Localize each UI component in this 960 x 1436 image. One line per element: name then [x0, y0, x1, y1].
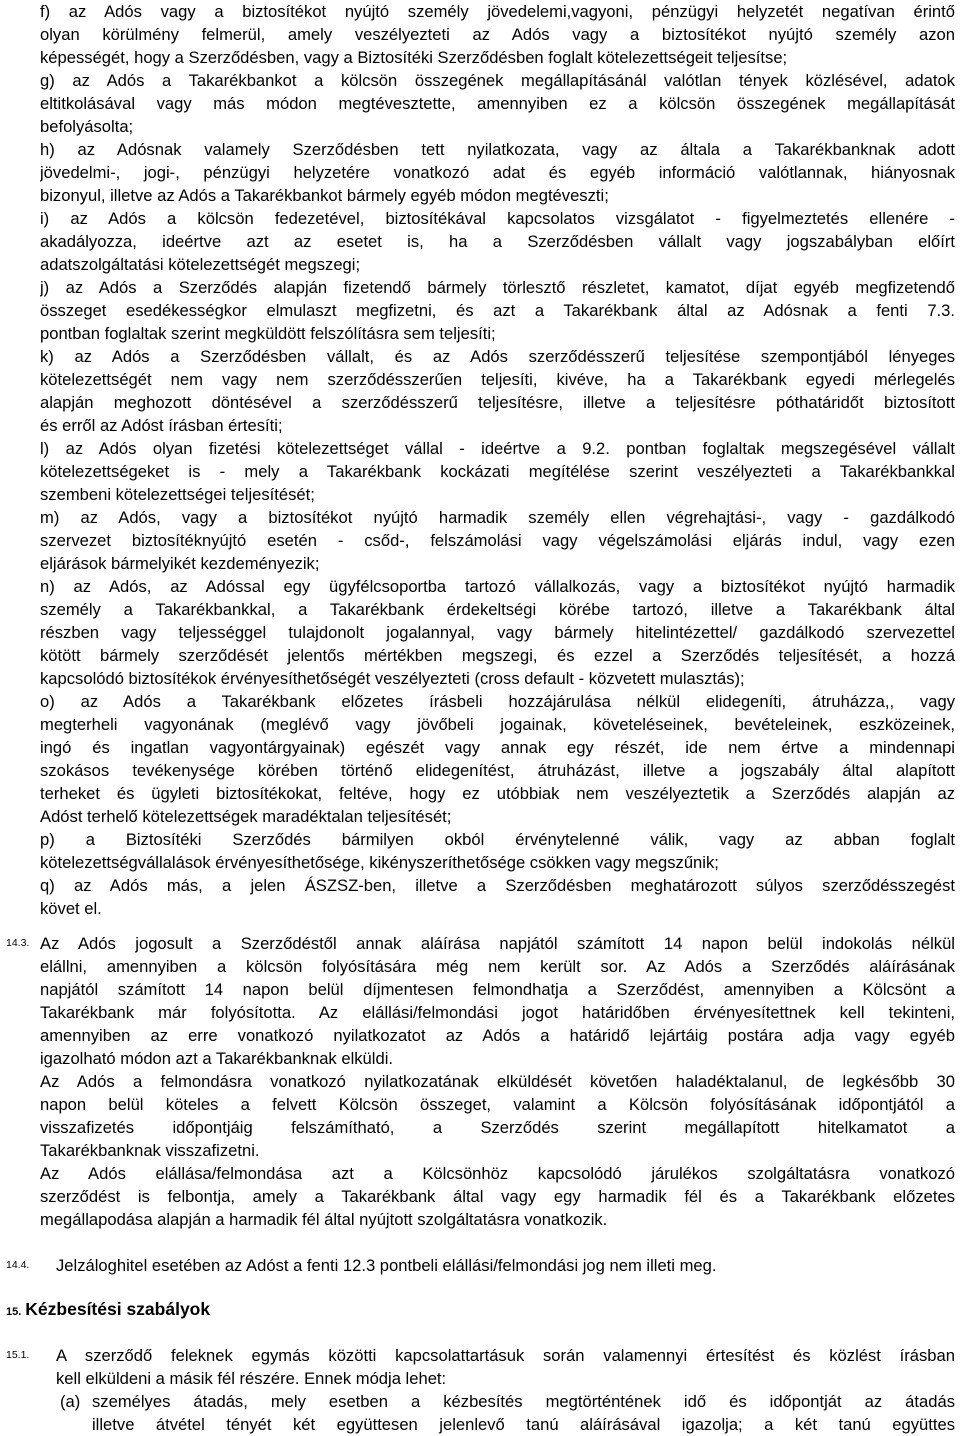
- text-line: ingó és ingatlan vagyontárgyainak) egészét vagy annak egy részét, ide nem értve a mindennapi: [40, 738, 955, 757]
- text-line: részben vagy teljességgel tulajdonolt jogalannyal, vagy bármely hitelintézettel/ gazdálkodó szervezettel: [40, 623, 955, 642]
- text-line: o) az Adós a Takarékbank előzetes írásbeli hozzájárulása nélkül elidegeníti, átruházza,, vagy: [40, 692, 955, 711]
- text-line: eltitkolásával vagy más módon megtévesztette, amennyiben ez a kölcsön összegének megállapítását: [40, 94, 955, 113]
- text-line: f) az Adós vagy a biztosítékot nyújtó személy jövedelemi,vagyoni, pénzügyi helyzetét negatívan érintő: [40, 2, 955, 21]
- text-line: terheket és ügyleti biztosítékokat, feltéve, hogy ez utóbbiak nem veszélyeztetik a Szerződés alapján az: [40, 784, 955, 803]
- section-14-3-number: 14.3.: [6, 937, 30, 949]
- text-line: kötött bármely szerződését jelentős mértékben megszegi, és ezzel a Szerződés teljesítését, a hozzá: [40, 646, 955, 665]
- text-line: és erről az Adóst írásban értesíti;: [40, 416, 283, 435]
- text-line: igazolható módon azt a Takarékbanknak elküldi.: [40, 1049, 393, 1068]
- text-line: személy a Takarékbankkal, a Takarékbank érdekeltségi körébe tartozó, illetve a Takarékbank által: [40, 600, 955, 619]
- text-line: napon belül köteles a felvett Kölcsön összeget, valamint a Kölcsön folyósításának időpontjától a: [40, 1095, 955, 1114]
- text-line: eljárások bármelyikét kezdeményezik;: [40, 554, 320, 573]
- text-line: visszafizetés időpontjáig felszámítható, a Szerződés szerint megállapított hitelkamatot a: [40, 1118, 955, 1137]
- text-line: kapcsolódó biztosítékok érvényesíthetőségét veszélyezteti (cross default - közvetett mulasztás);: [40, 669, 745, 688]
- text-line: szembeni kötelezettségei teljesítését;: [40, 485, 315, 504]
- section-14-4-paragraph: [56, 1254, 955, 1277]
- section-15-number: 15.: [6, 1306, 22, 1318]
- text-line: A szerződő feleknek egymás közötti kapcsolattartásuk során valamennyi értesítést és közlést írásban: [56, 1346, 955, 1365]
- text-line: Az Adós elállása/felmondása azt a Kölcsönhöz kapcsolódó járulékos szolgáltatásra vonatkozó: [40, 1164, 955, 1183]
- text-line: Az Adós jogosult a Szerződéstől annak aláírása napjától számított 14 napon belül indokolás nélkül: [40, 934, 955, 953]
- section-15-heading: [6, 1298, 210, 1324]
- section-15-title: Kézbesítési szabályok: [25, 1299, 211, 1319]
- subitem-a-label: (a): [60, 1392, 81, 1411]
- text-line: n) az Adós, az Adóssal egy ügyfélcsoportba tartozó vállalkozás, vagy a biztosítékot nyújtó harmadik: [40, 577, 955, 596]
- section-15-1-paragraph: [56, 1344, 955, 1390]
- text-line: q) az Adós más, a jelen ÁSZSZ-ben, illetve a Szerződésben meghatározott súlyos szerződésszegést: [40, 876, 955, 895]
- text-line: kötelezettségeket is - mely a Takarékbank kockázati megítélése szerint veszélyezteti a Takarékbankkal: [40, 462, 955, 481]
- text-line: j) az Adós a Szerződés alapján fizetendő bármely törlesztő részletet, kamatot, díjat egyéb megfizetendő: [40, 278, 955, 297]
- text-line: p) a Biztosítéki Szerződés bármilyen okból érvénytelenné válik, vagy az abban foglalt: [40, 830, 955, 849]
- text-line: személyes átadás, mely esetben a kézbesítés megtörténtének idő és időpontját az átadás: [92, 1392, 955, 1411]
- text-line: elállni, amennyiben a kölcsön folyósítására még nem került sor. Az Adós a Szerződés aláírásának: [40, 957, 955, 976]
- section-14-3-paragraph: [40, 932, 955, 1070]
- text-line: Takarékbanknak visszafizetni.: [40, 1141, 260, 1160]
- text-line: szerződést is felbontja, amely a Takarékbank által vagy egy harmadik fél és a Takarékbank előzetes: [40, 1187, 955, 1206]
- text-line: i) az Adós a kölcsön fedezetével, biztosítékával kapcsolatos vizsgálatot - figyelmeztetés ellenére -: [40, 209, 955, 228]
- section-15-1-number: 15.1.: [6, 1349, 30, 1361]
- text-line: l) az Adós olyan fizetési kötelezettséget vállal - ideértve a 9.2. pontban foglaltak megszegésével vállalt: [40, 439, 955, 458]
- text-line: kötelezettségvállalások érvényesíthetősége, kikényszeríthetősége csökken vagy megszűnik;: [40, 853, 719, 872]
- text-line: Adóst terhelő kötelezettségek maradéktalan teljesítését;: [40, 807, 452, 826]
- text-line: pontban foglaltak szerint megküldött felszólításra sem teljesíti;: [40, 324, 496, 343]
- text-line: Az Adós a felmondásra vonatkozó nyilatkozatának elküldését követően haladéktalanul, de legkésőbb 30: [40, 1072, 955, 1091]
- text-line: szervezet biztosítéknyújtó esetén - csőd-, felszámolási vagy végelszámolási eljárás indul, vagy ezen: [40, 531, 955, 550]
- text-line: amennyiben az erre vonatkozó nyilatkozatot az Adós a határidő lejártáig postára adja vagy egyéb: [40, 1026, 955, 1045]
- text-line: kell elküldeni a másik fél részére. Ennek módja lehet:: [56, 1369, 447, 1388]
- text-line: szokásos tevékenysége körében történő elidegenítést, átruházást, illetve a jogszabály által alapított: [40, 761, 955, 780]
- section-14-4-number: 14.4.: [6, 1259, 30, 1271]
- text-line: képességét, hogy a Szerződésben, vagy a Biztosítéki Szerződésben foglalt kötelezettségeit teljesítse;: [40, 48, 788, 67]
- text-line: adatszolgáltatási kötelezettségét megszegi;: [40, 255, 361, 274]
- text-line: alapján meghozott döntésével a szerződésszerű teljesítésre, illetve a teljesítésre póthatáridőt biztosított: [40, 393, 955, 412]
- text-line: k) az Adós a Szerződésben vállalt, és az Adós szerződésszerű teljesítése szempontjából lényeges: [40, 347, 955, 366]
- text-line: összeget esedékességkor elmulaszt megfizetni, és azt a Takarékbank által az Adósnak a fenti 7.3.: [40, 301, 955, 320]
- text-line: bizonyul, illetve az Adós a Takarékbankot bármely egyéb módon megtéveszti;: [40, 186, 609, 205]
- text-line: m) az Adós, vagy a biztosítékot nyújtó harmadik személy ellen végrehajtási-, vagy - gazdálkodó: [40, 508, 955, 527]
- text-line: h) az Adósnak valamely Szerződésben tett nyilatkozata, vagy az általa a Takarékbanknak adott: [40, 140, 955, 159]
- text-line: illetve átvétel tényét két együttesen jelenlevő tanú aláírásával igazolja; a két tanú együttes: [92, 1415, 955, 1434]
- default-events-list: [40, 0, 955, 920]
- section-14-3-repayment-paragraph: [40, 1070, 955, 1162]
- text-line: olyan körülmény felmerül, amely veszélyezteti az Adós vagy a biztosítékot nyújtó személy azon: [40, 25, 955, 44]
- text-line: jövedelmi-, jogi-, pénzügyi helyzetére vonatkozó adat és egyéb információ valótlannak, hiányosnak: [40, 163, 955, 182]
- text-line: befolyásolta;: [40, 117, 134, 136]
- text-line: követ el.: [40, 899, 102, 918]
- text-line: Takarékbank már folyósította. Az elállási/felmondási jogot határidőben érvényesítettnek kell tekinteni,: [40, 1003, 955, 1022]
- section-14-3-ancillary-paragraph: [40, 1162, 955, 1231]
- text-line: napjától számított 14 napon belül díjmentesen felmondhatja a Szerződést, amennyiben a Kölcsönt a: [40, 980, 955, 999]
- text-line: g) az Adós a Takarékbankot a kölcsön összegének megállapításánál valótlan tények közlésével, adatok: [40, 71, 955, 90]
- section-14-4-text: Jelzáloghitel esetében az Adóst a fenti 12.3 pontbeli elállási/felmondási jog nem illeti meg.: [56, 1256, 717, 1275]
- text-line: megterheli vagyonának (meglévő vagy jövőbeli jogainak, követeléseinek, bevételeinek, eszközeinek,: [40, 715, 955, 734]
- text-line: kötelezettségét nem vagy nem szerződésszerűen teljesíti, kivéve, ha a Takarékbank egyedi mérlegelés: [40, 370, 955, 389]
- text-line: akadályozza, ideértve azt az esetet is, ha a Szerződésben vállalt vagy jogszabályban előírt: [40, 232, 955, 251]
- text-line: megállapodása alapján a harmadik fél által nyújtott szolgáltatásra vonatkozik.: [40, 1210, 608, 1229]
